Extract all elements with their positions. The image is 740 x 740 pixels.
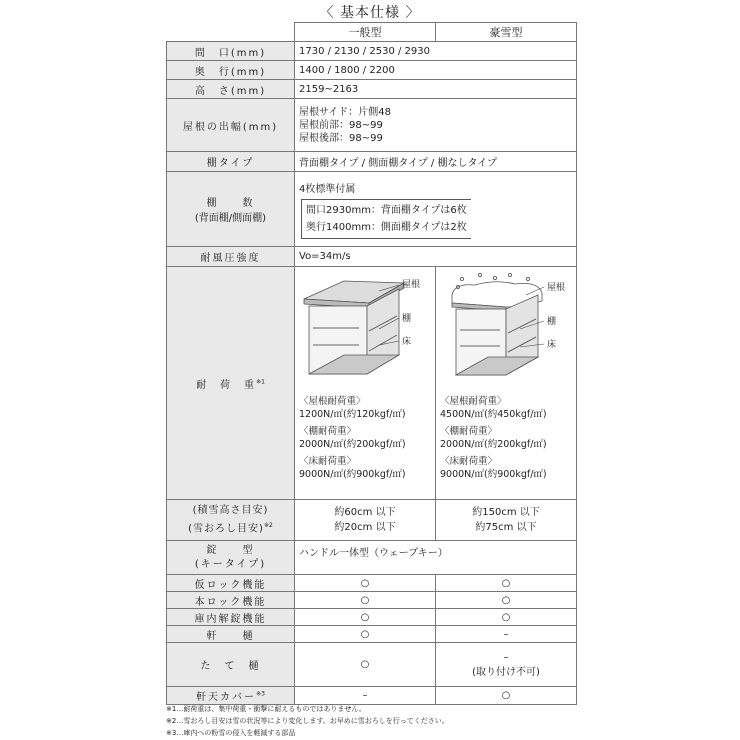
table-row	[167, 172, 577, 247]
row-label	[167, 687, 295, 705]
row-value: ○	[436, 575, 577, 592]
shelf-load-heading: 〈棚耐荷重〉	[440, 426, 498, 437]
footnote-3: ※3…庫内への粉雪の侵入を軽減する部品	[166, 729, 296, 737]
table-row	[167, 500, 577, 541]
roof-load-heading: 〈屋根耐荷重〉	[440, 396, 507, 407]
load-general-cell	[295, 267, 436, 500]
diagram-label-roof: 屋根	[547, 283, 566, 293]
table-row	[167, 267, 577, 500]
row-label: 棚タイプ	[167, 152, 295, 172]
table-row	[167, 592, 577, 609]
eave-cover-label: 軒天カバー	[196, 692, 257, 703]
floor-load-heading: 〈床耐荷重〉	[299, 456, 357, 467]
downpipe-heavy: –	[503, 651, 509, 663]
row-value	[436, 643, 577, 687]
diagram-label-shelf: 棚	[402, 314, 412, 324]
row-value	[295, 500, 436, 541]
row-value	[295, 99, 577, 152]
snow-removal-general: 約20cm 以下	[334, 522, 396, 533]
row-label: た て 樋	[167, 643, 295, 687]
row-label	[167, 500, 295, 541]
row-label	[167, 541, 295, 575]
row-label: 耐風圧強度	[167, 247, 295, 267]
shelf-load-heading: 〈棚耐荷重〉	[299, 426, 357, 437]
footnote-1: ※1…耐荷重は、集中荷重・衝撃に耐えるものではありません。	[166, 705, 366, 713]
roof-load-heading: 〈屋根耐荷重〉	[299, 396, 366, 407]
floor-load-value: 9000N/㎡(約900kgf/㎡)	[440, 469, 547, 480]
lock-type-label: 錠 型	[206, 544, 255, 556]
table-header-row	[167, 23, 577, 42]
row-value: ○	[295, 609, 436, 626]
footnotes	[166, 703, 449, 739]
shelf-count-sublabel: (背面棚/側面棚)	[194, 213, 267, 224]
diagram-label-roof: 屋根	[402, 280, 421, 290]
key-type-label: (キータイプ)	[194, 558, 267, 570]
snow-removal-label: (雪おろし目安)	[188, 523, 264, 535]
page-title: 〈 基本仕様 〉	[319, 5, 421, 21]
table-row	[167, 575, 577, 592]
snow-height-heavy: 約150cm 以下	[472, 507, 540, 518]
snow-height-label: (積雪高さ目安)	[192, 505, 269, 517]
row-label: 間 口(mm)	[167, 42, 295, 61]
row-label	[167, 267, 295, 500]
floor-load-value: 9000N/㎡(約900kgf/㎡)	[299, 469, 406, 480]
diagram-label-floor: 床	[402, 337, 412, 347]
row-value: ○	[295, 575, 436, 592]
snow-height-general: 約60cm 以下	[334, 507, 396, 518]
table-row	[167, 42, 577, 61]
row-value: 2159~2163	[295, 80, 577, 99]
column-header-heavy-snow: 豪雪型	[436, 23, 577, 42]
table-row	[167, 609, 577, 626]
footnote-mark: ※1	[256, 378, 265, 386]
row-value: ○	[295, 626, 436, 643]
snow-removal-heavy: 約75cm 以下	[475, 522, 537, 533]
downpipe-heavy-note: (取り付け不可)	[472, 666, 540, 678]
table-row	[167, 687, 577, 705]
load-heavy-cell	[436, 267, 577, 500]
row-value: 1730 / 2130 / 2530 / 2930	[295, 42, 577, 61]
roof-load-value: 4500N/㎡(約450kgf/㎡)	[440, 409, 547, 420]
shelf-count-note-1: 間口2930mm：背面棚タイプは6枚	[306, 204, 467, 216]
row-label: 仮ロック機能	[167, 575, 295, 592]
row-label	[167, 172, 295, 247]
storage-shed-snow-illustration	[440, 273, 572, 391]
eave-side: 屋根サイド：片側48	[299, 106, 392, 118]
row-value	[436, 500, 577, 541]
table-row	[167, 626, 577, 643]
eave-front: 屋根前部：98~99	[299, 119, 383, 131]
diagram-label-floor: 床	[547, 340, 557, 350]
row-value: 1400 / 1800 / 2200	[295, 61, 577, 80]
row-value: ○	[436, 592, 577, 609]
row-value: ○	[295, 592, 436, 609]
floor-load-heading: 〈床耐荷重〉	[440, 456, 498, 467]
table-row	[167, 152, 577, 172]
shelf-load-value: 2000N/㎡(約200kgf/㎡)	[299, 439, 406, 450]
table-row	[167, 247, 577, 267]
footnote-mark: ※3	[256, 690, 265, 698]
row-label: 奥 行(mm)	[167, 61, 295, 80]
table-row	[167, 643, 577, 687]
row-value: ○	[436, 609, 577, 626]
spec-table	[166, 22, 577, 705]
load-list-general	[299, 395, 431, 481]
row-value: –	[436, 626, 577, 643]
shelf-count-standard: 4枚標準付属	[299, 183, 356, 195]
shelf-load-value: 2000N/㎡(約200kgf/㎡)	[440, 439, 547, 450]
row-label: 屋根の出幅(mm)	[167, 99, 295, 152]
row-label: 本ロック機能	[167, 592, 295, 609]
shelf-count-bracket	[301, 199, 471, 239]
table-row	[167, 61, 577, 80]
column-header-general: 一般型	[295, 23, 436, 42]
row-value: ○	[295, 643, 436, 687]
table-row	[167, 99, 577, 152]
row-value	[295, 172, 577, 247]
eave-back: 屋根後部：98~99	[299, 132, 383, 144]
load-label: 耐 荷 重	[196, 379, 257, 391]
roof-load-value: 1200N/㎡(約120kgf/㎡)	[299, 409, 406, 420]
row-label: 高 さ(mm)	[167, 80, 295, 99]
row-value: ○	[436, 687, 577, 705]
table-row	[167, 541, 577, 575]
load-list-heavy	[440, 395, 572, 481]
shelf-count-label: 棚 数	[206, 198, 255, 209]
row-label: 軒 樋	[167, 626, 295, 643]
row-value: ハンドル一体型（ウェーブキー）	[295, 541, 577, 575]
diagram-label-shelf: 棚	[547, 317, 557, 327]
footnote-2: ※2…雪おろし目安は雪の状況等により変化します。お早めに雪おろしを行ってください。	[166, 717, 449, 725]
table-row	[167, 80, 577, 99]
shelf-count-note-2: 奥行1400mm：側面棚タイプは2枚	[306, 221, 467, 233]
row-value: –	[295, 687, 436, 705]
row-value: Vo=34m/s	[295, 247, 577, 267]
storage-shed-illustration	[299, 273, 431, 391]
row-label: 庫内解錠機能	[167, 609, 295, 626]
row-value: 背面棚タイプ / 側面棚タイプ / 棚なしタイプ	[295, 152, 577, 172]
footnote-mark: ※2	[263, 522, 273, 530]
